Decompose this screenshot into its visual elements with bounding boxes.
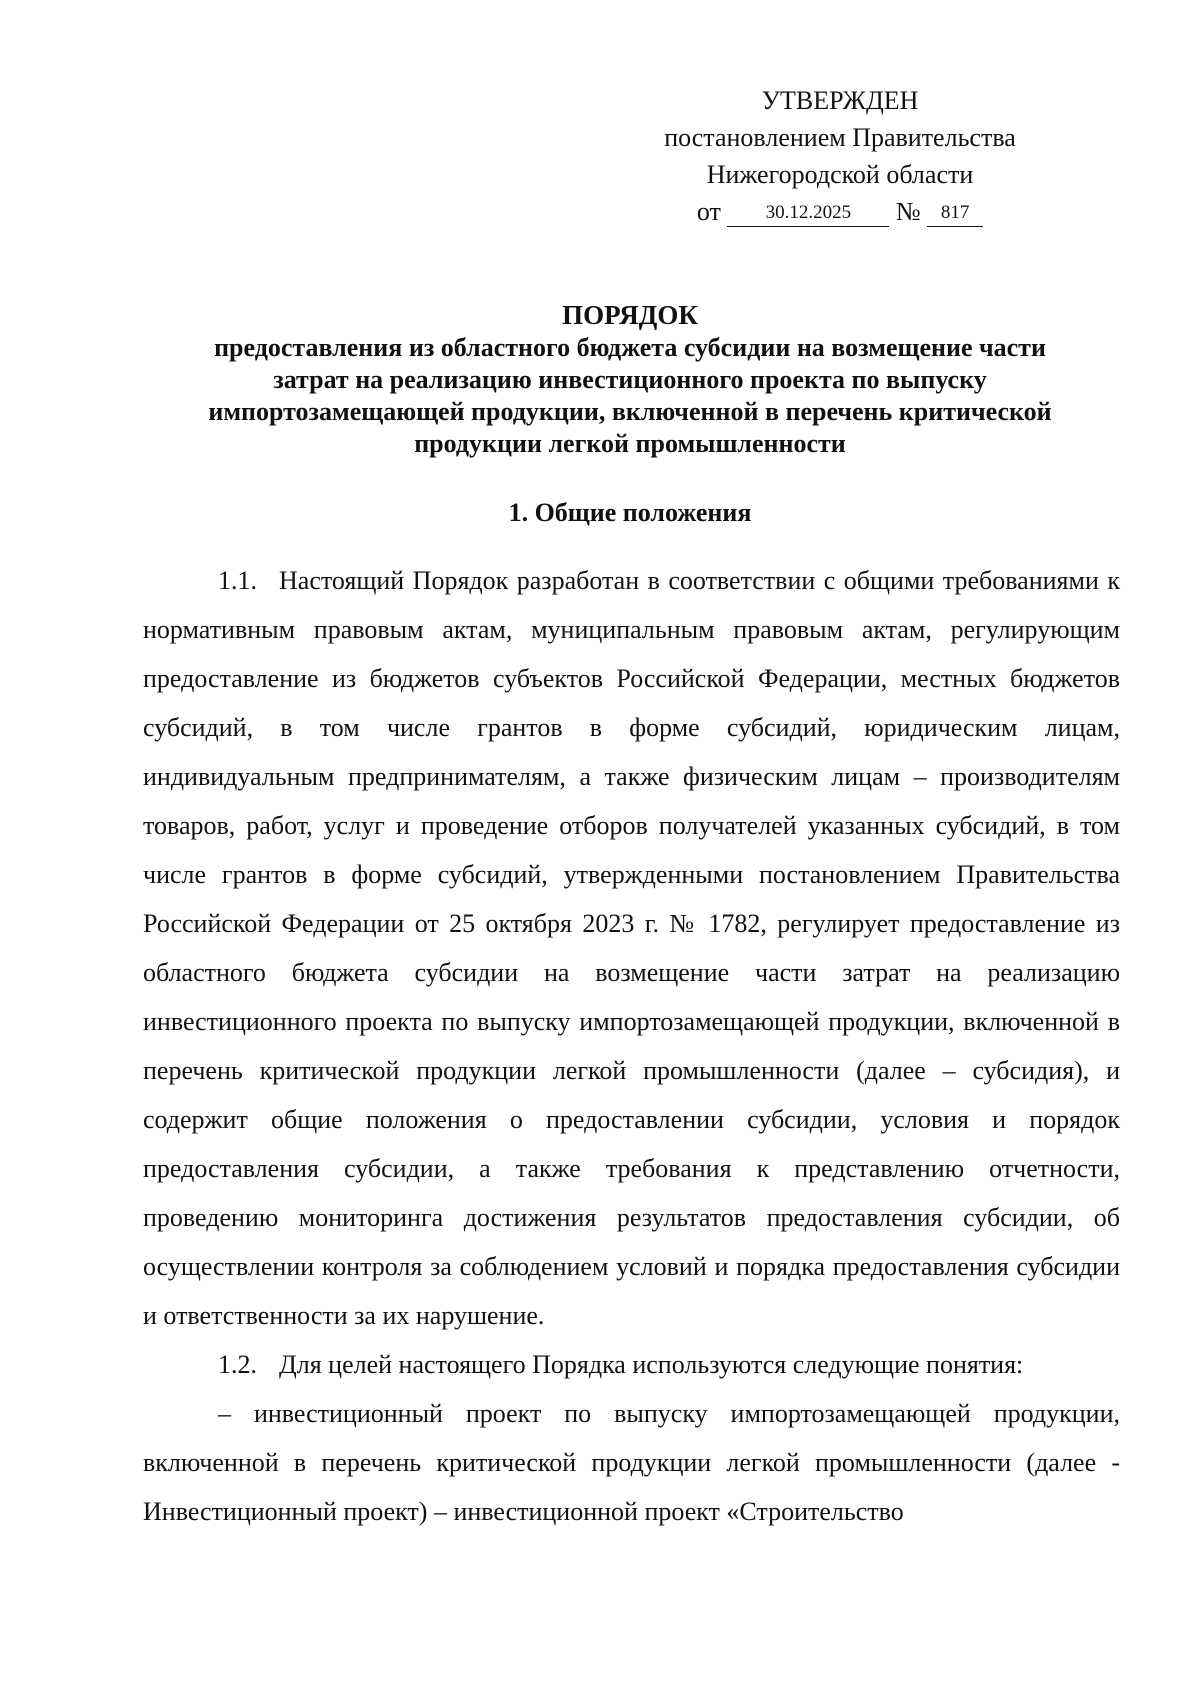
document-title	[140, 299, 1120, 460]
title-main: ПОРЯДОК	[562, 300, 698, 330]
section-heading: 1. Общие положения	[508, 498, 752, 527]
document-body	[143, 556, 1120, 1536]
approval-heading: УТВЕРЖДЕН	[761, 86, 919, 115]
paragraph-text: – инвестиционный проект по выпуску импортозамещающей продукции, включенной в перечень критической продукции легкой промышленности (далее - Инвестиционный проект) – инвестиционной проект «Строительство	[143, 1399, 1120, 1526]
approval-line-1: постановлением Правительства	[664, 123, 1016, 152]
paragraph-text: Настоящий Порядок разработан в соответствии с общими требованиями к нормативным правовым актам, муниципальным правовым актам, регулирующим предоставление из бюджетов субъектов Российской Федерации, местных бюджетов субсидий, в том числе грантов в форме субсидий, юридическим лицам, индивидуальным предпринимателям, а также физическим лицам – производителям товаров, работ, услуг и проведение отборов получателей указанных субсидий, в том числе грантов в форме субсидий, утвержденными постановлением Правительства Российской Федерации от 25 октября 2023 г. № 1782, регулирует предоставление из областного бюджета субсидии на возмещение части затрат на реализацию инвестиционного проекта по выпуску импортозамещающей продукции, включенной в перечень критической продукции легкой промышленности (далее – субсидия), и содержит общие положения о предоставлении субсидии, условия и порядок предоставления субсидии, а также требования к представлению отчетности, проведению мониторинга достижения результатов предоставления субсидии, об осуществлении контроля за соблюдением условий и порядка предоставления субсидии и ответственности за их нарушение.	[143, 566, 1120, 1330]
approval-date: 30.12.2025	[727, 200, 889, 227]
title-line: импортозамещающей продукции, включенной в перечень критической	[208, 397, 1052, 426]
paragraph-number: 1.2.	[218, 1350, 257, 1379]
approval-number: 817	[927, 200, 983, 227]
approval-date-line	[640, 193, 1040, 230]
number-sign: №	[895, 197, 921, 226]
title-line: продукции легкой промышленности	[414, 429, 846, 458]
from-label: от	[696, 197, 721, 226]
paragraph-number: 1.1.	[218, 566, 257, 595]
title-line: затрат на реализацию инвестиционного проекта по выпуску	[273, 365, 987, 394]
paragraph-text: Для целей настоящего Порядка используются следующие понятия:	[279, 1350, 1024, 1379]
paragraph-1-1	[143, 556, 1120, 1340]
title-line: предоставления из областного бюджета субсидии на возмещение части	[214, 333, 1046, 362]
paragraph-1-2	[143, 1340, 1120, 1389]
paragraph-definition	[143, 1389, 1120, 1536]
approval-block	[640, 82, 1040, 230]
approval-line-2: Нижегородской области	[706, 160, 974, 189]
